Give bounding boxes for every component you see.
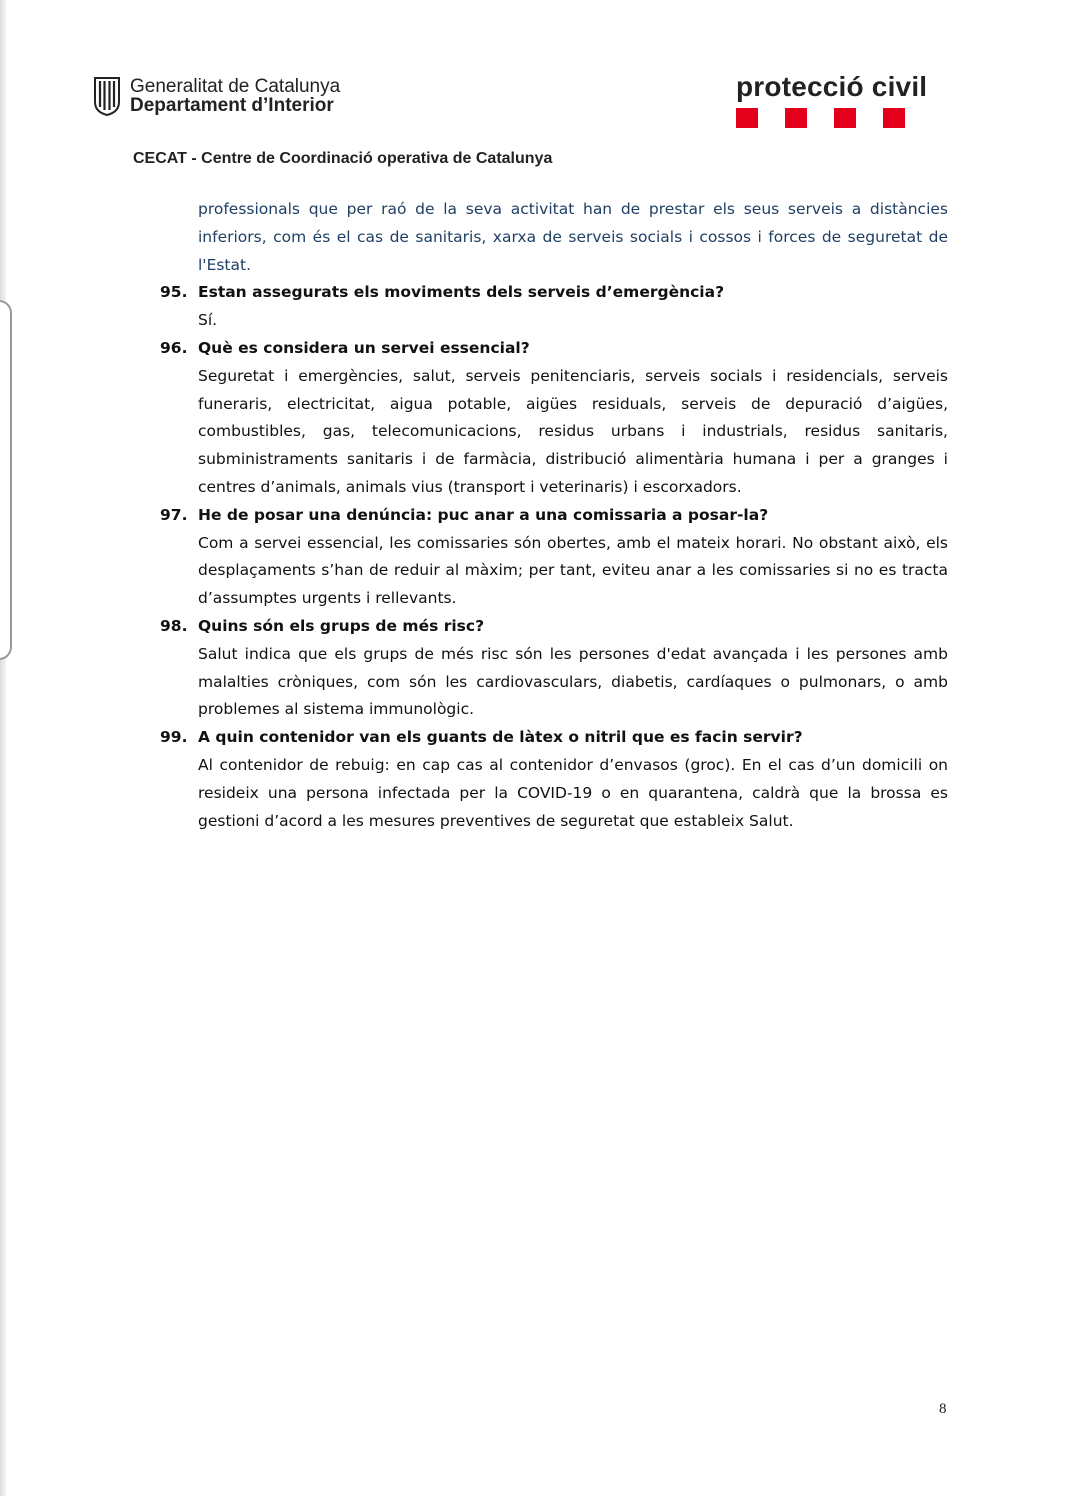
page-number: 8 bbox=[939, 1401, 947, 1417]
question-number: 95. bbox=[160, 283, 188, 302]
proteccio-civil-logo bbox=[736, 72, 927, 128]
question-number: 98. bbox=[160, 616, 188, 635]
faq-item-96 bbox=[160, 335, 948, 502]
question-number: 97. bbox=[160, 505, 188, 524]
generalitat-name: Generalitat de Catalunya bbox=[130, 76, 341, 97]
cecat-header: CECAT - Centre de Coordinació operativa de Catalunya bbox=[133, 150, 553, 167]
answer-96: Seguretat i emergències, salut, serveis penitenciaris, serveis socials i residencials, serveis funeraris, electricitat, aigua potable, aigües residuals, serveis de depuració d’aigües, combustibles, gas, telecomunicacions, residus urbans i industrials, residus sanitaris, subministraments sanitaris i de farmàcia, distribució alimentària humana i per a granges i centres d’animals, animals vius (transport i veterinaris) i escorxadors. bbox=[198, 366, 948, 496]
question-text: A quin contenidor van els guants de làtex o nitril que es facin servir? bbox=[198, 728, 803, 747]
intro-paragraph: professionals que per raó de la seva activitat han de prestar els seus serveis a distàncies inferiors, com és el cas de sanitaris, xarxa de serveis socials i cossos i forces de seguretat de l'Estat. bbox=[198, 200, 948, 274]
faq-item-99 bbox=[160, 724, 948, 835]
page-edge bbox=[0, 0, 6, 1496]
question-text: Quins són els grups de més risc? bbox=[198, 616, 485, 635]
red-square bbox=[883, 108, 905, 128]
generalitat-logo bbox=[92, 76, 340, 116]
question-96 bbox=[160, 335, 948, 363]
answer-95: Sí. bbox=[198, 311, 218, 330]
side-drawer-handle[interactable] bbox=[0, 300, 12, 660]
proteccio-civil-squares bbox=[736, 108, 927, 128]
department-name: Departament d’Interior bbox=[130, 95, 334, 116]
red-square bbox=[736, 108, 758, 128]
senyera-emblem-icon bbox=[92, 76, 122, 116]
question-99 bbox=[160, 724, 948, 752]
question-95 bbox=[160, 279, 948, 307]
answer-99: Al contenidor de rebuig: en cap cas al contenidor d’envasos (groc). En el cas d’un domicili on resideix una persona infectada per la COVID-19 o en quarantena, caldrà que la brossa es gestioni d’acord a les mesures preventives de seguretat que estableix Salut. bbox=[198, 755, 948, 830]
question-text: Què es considera un servei essencial? bbox=[198, 338, 530, 357]
question-text: Estan assegurats els moviments dels serveis d’emergència? bbox=[198, 283, 725, 302]
red-square bbox=[785, 108, 807, 128]
faq-item-97 bbox=[160, 502, 948, 613]
question-98 bbox=[160, 613, 948, 641]
answer-97: Com a servei essencial, les comissaries són obertes, amb el mateix horari. No obstant això, els desplaçaments s’han de reduir al màxim; per tant, eviteu anar a les comissaries si no es tracta d’assumptes urgents i rellevants. bbox=[198, 533, 948, 608]
question-number: 96. bbox=[160, 338, 188, 357]
question-text: He de posar una denúncia: puc anar a una comissaria a posar-la? bbox=[198, 505, 769, 524]
proteccio-civil-title: protecció civil bbox=[736, 71, 928, 102]
faq-item-98 bbox=[160, 613, 948, 724]
question-number: 99. bbox=[160, 728, 188, 747]
red-square bbox=[834, 108, 856, 128]
question-97 bbox=[160, 502, 948, 530]
answer-98: Salut indica que els grups de més risc són les persones d'edat avançada i les persones amb malalties cròniques, com són les cardiovasculars, diabetis, cardíaques o pulmonars, o amb problemes al sistema immunològic. bbox=[198, 644, 948, 719]
faq-content bbox=[160, 196, 948, 835]
faq-item-95 bbox=[160, 279, 948, 335]
